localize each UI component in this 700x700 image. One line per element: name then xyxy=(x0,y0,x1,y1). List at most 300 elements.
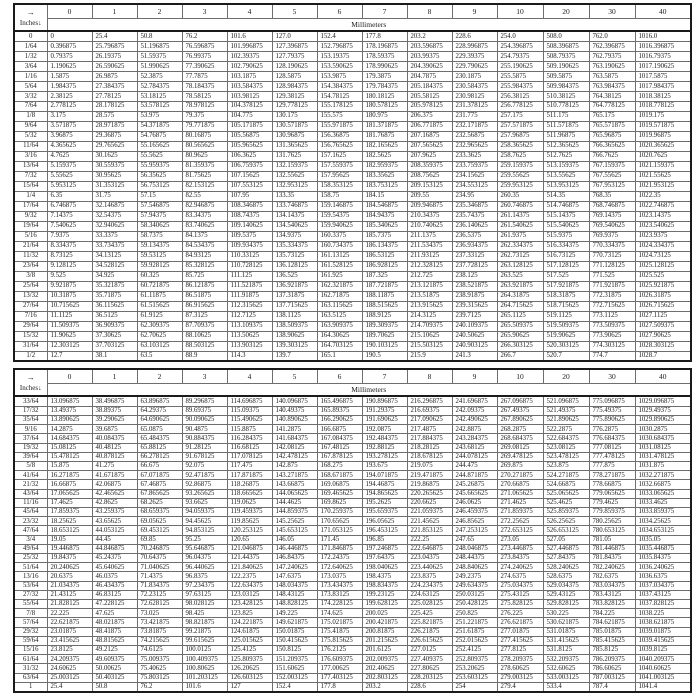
mm-value-cell: 258.365625 xyxy=(497,141,543,151)
mm-value-cell: 117.871875 xyxy=(227,471,272,480)
mm-value-cell: 773.509375 xyxy=(589,321,635,331)
table-row xyxy=(14,71,691,81)
mm-value-cell: 175.41875 xyxy=(317,627,362,636)
mm-value-cell: 94.853125 xyxy=(182,526,227,535)
mm-value-cell: 75.40625 xyxy=(137,664,182,673)
mm-value-cell: 208.75625 xyxy=(407,171,452,181)
table-row xyxy=(14,507,691,516)
mm-value-cell: 228.6 xyxy=(452,31,497,41)
mm-value-cell: 30.559375 xyxy=(92,161,137,171)
mm-value-cell: 101.6 xyxy=(182,682,227,692)
mm-value-cell: 130.571875 xyxy=(272,121,317,131)
mm-value-cell: 18.653125 xyxy=(47,526,92,535)
mm-value-cell: 98.821875 xyxy=(182,618,227,627)
mm-value-cell: 1041.4 xyxy=(635,682,691,692)
mm-value-cell: 10.715625 xyxy=(47,301,92,311)
mm-value-cell: 87.709375 xyxy=(182,321,227,331)
mm-value-cell: 115.490625 xyxy=(227,415,272,424)
mm-value-cell: 236.5375 xyxy=(452,231,497,241)
mm-value-cell: 73.421875 xyxy=(137,618,182,627)
mm-value-cell: 89.296875 xyxy=(182,396,227,406)
mm-value-cell: 132.159375 xyxy=(272,161,317,171)
mm-value-cell: 203.99375 xyxy=(407,51,452,61)
mm-value-cell: 140.49375 xyxy=(272,406,317,415)
mm-value-cell: 209.946875 xyxy=(407,201,452,211)
mm-value-cell: 73.81875 xyxy=(137,627,182,636)
mm-value-cell: 137.31875 xyxy=(272,291,317,301)
mm-value-cell: 771.128125 xyxy=(589,261,635,271)
mm-value-cell: 94.059375 xyxy=(182,507,227,516)
mm-value-cell: 771.525 xyxy=(589,271,635,281)
mm-value-cell: 222.646875 xyxy=(407,544,452,553)
mm-value-cell: 88.503125 xyxy=(182,341,227,351)
mm-value-cell: 25.796875 xyxy=(92,41,137,51)
mm-value-cell: 256.778125 xyxy=(497,101,543,111)
mm-value-cell: 527.84375 xyxy=(543,553,589,562)
mm-value-cell: 211.93125 xyxy=(407,251,452,261)
mm-value-cell: 34.925 xyxy=(92,271,137,281)
mm-value-cell: 221.059375 xyxy=(407,507,452,516)
mm-value-cell: 70.246875 xyxy=(137,544,182,553)
mm-value-cell: 1037.828125 xyxy=(635,599,691,608)
mm-value-cell: 25.4 xyxy=(92,31,137,41)
mm-value-cell: 11.1125 xyxy=(47,311,92,321)
mm-value-cell: 782.6375 xyxy=(589,572,635,581)
mm-value-cell: 125.809375 xyxy=(227,655,272,664)
table-row xyxy=(14,201,691,211)
mm-value-cell: 115.8875 xyxy=(227,425,272,434)
mm-value-cell: 64.690625 xyxy=(137,415,182,424)
mm-value-cell: 231.775 xyxy=(452,111,497,121)
row-fraction-label: 29/32 xyxy=(14,627,47,636)
mm-value-cell: 202.009375 xyxy=(362,655,407,664)
mm-value-cell: 165.496875 xyxy=(317,396,362,406)
mm-value-cell: 241.696875 xyxy=(452,396,497,406)
mm-value-cell: 155.971875 xyxy=(317,121,362,131)
table-row xyxy=(14,351,691,361)
mm-value-cell: 1021.55625 xyxy=(635,171,691,181)
mm-value-cell: 277.415625 xyxy=(497,636,543,645)
row-fraction-label: 1/4 xyxy=(14,191,47,201)
mm-value-cell: 257.96875 xyxy=(497,131,543,141)
table-row xyxy=(14,425,691,434)
mm-value-cell: 1016.396875 xyxy=(635,41,691,51)
mm-value-cell: 271.4625 xyxy=(497,498,543,507)
mm-value-cell: 515.9375 xyxy=(543,231,589,241)
mm-value-cell: 4.365625 xyxy=(47,141,92,151)
row-fraction-label: 23/32 xyxy=(14,517,47,526)
mm-value-cell: 779.859375 xyxy=(589,507,635,516)
mm-value-cell: 204.390625 xyxy=(407,61,452,71)
mm-value-cell: 259.55625 xyxy=(497,171,543,181)
mm-value-cell: 528.6375 xyxy=(543,572,589,581)
mm-value-cell: 6.746875 xyxy=(47,201,92,211)
mm-value-cell: 195.2625 xyxy=(362,498,407,507)
mm-value-cell: 205.978125 xyxy=(407,101,452,111)
mm-value-cell: 109.5375 xyxy=(227,231,272,241)
mm-value-cell: 511.96875 xyxy=(543,131,589,141)
mm-value-cell: 521.49375 xyxy=(543,406,589,415)
mm-value-cell: 251.61875 xyxy=(452,627,497,636)
mm-value-cell: 221.853125 xyxy=(407,526,452,535)
table-row xyxy=(14,517,691,526)
mm-value-cell: 206.375 xyxy=(407,111,452,121)
mm-value-cell: 250.428125 xyxy=(452,599,497,608)
mm-value-cell: 234.553125 xyxy=(452,181,497,191)
row-fraction-label: 43/64 xyxy=(14,489,47,498)
mm-value-cell: 779.065625 xyxy=(589,489,635,498)
mm-value-cell: 10.31875 xyxy=(47,291,92,301)
mm-value-cell: 26.9875 xyxy=(92,71,137,81)
row-fraction-label: 37/64 xyxy=(14,434,47,443)
table-row xyxy=(14,281,691,291)
mm-value-cell: 105.965625 xyxy=(227,141,272,151)
mm-value-cell: 125.015625 xyxy=(227,636,272,645)
mm-value-cell: 184.546875 xyxy=(362,201,407,211)
table-row xyxy=(14,682,691,692)
mm-value-cell: 260.746875 xyxy=(497,201,543,211)
mm-value-cell: 1026.715625 xyxy=(635,301,691,311)
mm-value-cell: 516.334375 xyxy=(543,241,589,251)
inch-column-header: 3 xyxy=(182,369,227,384)
mm-value-cell: 1017.5875 xyxy=(635,71,691,81)
mm-value-cell: 266.303125 xyxy=(497,341,543,351)
mm-value-cell: 64.29375 xyxy=(137,406,182,415)
mm-value-cell: 1018.38125 xyxy=(635,91,691,101)
mm-value-cell: 254.396875 xyxy=(497,41,543,51)
mm-value-cell: 177.403125 xyxy=(317,673,362,682)
row-fraction-label: 15/64 xyxy=(14,181,47,191)
mm-value-cell: 85.328125 xyxy=(182,261,227,271)
table-row xyxy=(14,535,691,544)
mm-value-cell: 196.453125 xyxy=(362,526,407,535)
mm-value-cell: 161.13125 xyxy=(317,251,362,261)
row-fraction-label: 49/64 xyxy=(14,544,47,553)
mm-value-cell: 151.60625 xyxy=(272,664,317,673)
mm-value-cell: 234.15625 xyxy=(452,171,497,181)
mm-value-cell: 216.69375 xyxy=(407,406,452,415)
mm-value-cell: 213.121875 xyxy=(407,281,452,291)
row-fraction-label: 25/64 xyxy=(14,281,47,291)
mm-value-cell: 212.725 xyxy=(407,271,452,281)
mm-value-cell: 138.1125 xyxy=(272,311,317,321)
mm-value-cell: 136.921875 xyxy=(272,281,317,291)
mm-value-cell: 228.996875 xyxy=(452,41,497,51)
mm-value-cell: 99.615625 xyxy=(182,636,227,645)
table-row xyxy=(14,452,691,461)
mm-value-cell: 58.340625 xyxy=(137,221,182,231)
row-fraction-label: 3/64 xyxy=(14,61,47,71)
mm-value-cell: 1026.31875 xyxy=(635,291,691,301)
mm-value-cell: 152.796875 xyxy=(317,41,362,51)
mm-value-cell: 1024.73125 xyxy=(635,251,691,261)
mm-value-cell: 267.890625 xyxy=(497,415,543,424)
mm-value-cell: 233.3625 xyxy=(452,151,497,161)
mm-value-cell: 196.05625 xyxy=(362,517,407,526)
mm-value-cell: 234.95 xyxy=(452,191,497,201)
mm-value-cell: 783.034375 xyxy=(589,581,635,590)
mm-value-cell: 174.228125 xyxy=(317,599,362,608)
mm-value-cell: 52.3875 xyxy=(137,71,182,81)
row-fraction-label: 1/2 xyxy=(14,351,47,361)
mm-value-cell: 248.046875 xyxy=(452,544,497,553)
inch-column-header: 40 xyxy=(635,369,691,384)
mm-value-cell: 103.584375 xyxy=(227,81,272,91)
mm-value-cell: 229.790625 xyxy=(452,61,497,71)
mm-value-cell: 231.378125 xyxy=(452,101,497,111)
mm-value-cell: 170.259375 xyxy=(317,507,362,516)
mm-value-cell: 182.5625 xyxy=(362,151,407,161)
mm-value-cell: 201.215625 xyxy=(362,636,407,645)
mm-value-cell: 531.415625 xyxy=(543,636,589,645)
mm-value-cell: 168.275 xyxy=(317,461,362,470)
mm-value-cell: 171.846875 xyxy=(317,544,362,553)
mm-value-cell: 84.1375 xyxy=(182,231,227,241)
mm-value-cell: 100.0125 xyxy=(182,645,227,654)
mm-value-cell: 228.203125 xyxy=(407,673,452,682)
mm-value-cell: 150.8125 xyxy=(272,645,317,654)
mm-value-cell: 93.265625 xyxy=(182,489,227,498)
row-fraction-label: 55/64 xyxy=(14,599,47,608)
mm-value-cell: 152.4 xyxy=(317,31,362,41)
mm-value-cell: 133.746875 xyxy=(272,201,317,211)
mm-value-cell: 770.73125 xyxy=(589,251,635,261)
mm-value-cell: 526.25625 xyxy=(543,517,589,526)
mm-value-cell: 32.146875 xyxy=(92,201,137,211)
mm-value-cell: 57.15 xyxy=(137,191,182,201)
mm-value-cell: 86.51875 xyxy=(182,291,227,301)
mm-value-cell: 156.765625 xyxy=(317,141,362,151)
mm-value-cell: 163.909375 xyxy=(317,321,362,331)
inch-column-header: 1 xyxy=(92,4,137,19)
mm-value-cell: 1.984375 xyxy=(47,81,92,91)
mm-value-cell: 61.9125 xyxy=(137,311,182,321)
row-fraction-label: 1/32 xyxy=(14,51,47,61)
mm-value-cell: 34.528125 xyxy=(92,261,137,271)
mm-value-cell: 147.6375 xyxy=(272,572,317,581)
mm-value-cell: 203.2 xyxy=(407,31,452,41)
mm-value-cell: 242.490625 xyxy=(452,415,497,424)
row-fraction-label: 3/16 xyxy=(14,151,47,161)
mm-value-cell: 15.478125 xyxy=(47,452,92,461)
mm-value-cell: 185.7375 xyxy=(362,231,407,241)
mm-value-cell: 36.5125 xyxy=(92,311,137,321)
mm-value-cell: 189.309375 xyxy=(362,321,407,331)
mm-value-cell: 230.98125 xyxy=(452,91,497,101)
mm-value-cell: 217.090625 xyxy=(407,415,452,424)
inch-column-header: 20 xyxy=(543,369,589,384)
mm-value-cell: 786.60625 xyxy=(589,664,635,673)
mm-value-cell: 157.1625 xyxy=(317,151,362,161)
mm-value-cell: 202.803125 xyxy=(362,673,407,682)
mm-value-cell: 78.184375 xyxy=(182,81,227,91)
mm-value-cell: 46.434375 xyxy=(92,581,137,590)
mm-value-cell: 529.828125 xyxy=(543,599,589,608)
table-corner-cell xyxy=(14,4,47,31)
mm-value-cell: 69.85 xyxy=(137,535,182,544)
mm-value-cell: 127 xyxy=(227,682,272,692)
row-fraction-label: 3/32 xyxy=(14,91,47,101)
table-row xyxy=(14,211,691,221)
mm-value-cell: 46.83125 xyxy=(92,590,137,599)
mm-value-cell: 152.4 xyxy=(272,682,317,692)
mm-value-cell: 123.03125 xyxy=(227,590,272,599)
mm-value-cell: 192.484375 xyxy=(362,434,407,443)
mm-value-cell: 108.74375 xyxy=(227,211,272,221)
mm-value-cell: 91.28125 xyxy=(182,443,227,452)
row-fraction-label: 31/64 xyxy=(14,341,47,351)
mm-value-cell: 1023.14375 xyxy=(635,211,691,221)
mm-value-cell: 531.01875 xyxy=(543,627,589,636)
row-fraction-label: 35/64 xyxy=(14,415,47,424)
mm-value-cell: 172.24375 xyxy=(317,553,362,562)
mm-value-cell: 126.20625 xyxy=(227,664,272,673)
table-row xyxy=(14,526,691,535)
mm-value-cell: 276.225 xyxy=(497,609,543,618)
mm-value-cell: 250.825 xyxy=(452,609,497,618)
mm-value-cell: 53.578125 xyxy=(137,101,182,111)
mm-value-cell: 238.125 xyxy=(452,271,497,281)
mm-value-cell: 48.021875 xyxy=(92,618,137,627)
mm-value-cell: 520.7 xyxy=(543,351,589,361)
mm-value-cell: 110.728125 xyxy=(227,261,272,271)
mm-value-cell: 7.540625 xyxy=(47,221,92,231)
mm-value-cell: 45.640625 xyxy=(92,563,137,572)
mm-value-cell: 161.528125 xyxy=(317,261,362,271)
inches-down-label: Inches↓ xyxy=(19,383,42,392)
mm-value-cell: 532.209375 xyxy=(543,655,589,664)
mm-value-cell: 127.0 xyxy=(272,31,317,41)
mm-value-cell: 66.278125 xyxy=(137,452,182,461)
right-arrow-icon: → xyxy=(26,7,35,17)
mm-value-cell: 19.05 xyxy=(47,535,92,544)
mm-value-cell: 1028.7 xyxy=(635,351,691,361)
mm-value-cell: 159.940625 xyxy=(317,221,362,231)
table-row xyxy=(14,480,691,489)
mm-value-cell: 51.196875 xyxy=(137,41,182,51)
table-row xyxy=(14,101,691,111)
mm-value-cell: 766.365625 xyxy=(589,141,635,151)
mm-value-cell: 762.396875 xyxy=(589,41,635,51)
mm-value-cell: 787.003125 xyxy=(589,673,635,682)
mm-value-cell: 149.621875 xyxy=(272,618,317,627)
mm-value-cell: 141.684375 xyxy=(272,434,317,443)
mm-value-cell: 173.83125 xyxy=(317,590,362,599)
mm-value-cell: 37.30625 xyxy=(92,331,137,341)
mm-value-cell: 197.64375 xyxy=(362,553,407,562)
mm-value-cell: 177.8 xyxy=(317,682,362,692)
inch-column-header: 20 xyxy=(543,4,589,19)
mm-value-cell: 190.896875 xyxy=(362,396,407,406)
mm-value-cell: 524.66875 xyxy=(543,480,589,489)
table-row xyxy=(14,181,691,191)
mm-value-cell: 767.159375 xyxy=(589,161,635,171)
mm-value-cell: 764.38125 xyxy=(589,91,635,101)
mm-value-cell: 1016.79375 xyxy=(635,51,691,61)
mm-value-cell: 227.80625 xyxy=(407,664,452,673)
row-fraction-label: 9/16 xyxy=(14,425,47,434)
mm-value-cell: 127.396875 xyxy=(272,41,317,51)
mm-value-cell: 21.828125 xyxy=(47,599,92,608)
table-row xyxy=(14,51,691,61)
mm-value-cell: 172.640625 xyxy=(317,563,362,572)
millimeters-header: Millimeters xyxy=(47,384,691,397)
mm-value-cell: 141.2875 xyxy=(272,425,317,434)
table-row xyxy=(14,61,691,71)
mm-value-cell: 102.790625 xyxy=(227,61,272,71)
mm-value-cell: 247.253125 xyxy=(452,526,497,535)
mm-value-cell: 75.803125 xyxy=(137,673,182,682)
mm-value-cell: 516.73125 xyxy=(543,251,589,261)
row-fraction-label: 61/64 xyxy=(14,655,47,664)
mm-value-cell: 235.346875 xyxy=(452,201,497,211)
mm-value-cell: 218.28125 xyxy=(407,443,452,452)
mm-value-cell: 130.96875 xyxy=(272,131,317,141)
mm-value-cell: 1035.05 xyxy=(635,535,691,544)
mm-value-cell: 160.3375 xyxy=(317,231,362,241)
mm-value-cell: 1040.60625 xyxy=(635,664,691,673)
mm-value-cell: 42.8625 xyxy=(92,498,137,507)
mm-value-cell: 769.14375 xyxy=(589,211,635,221)
mm-value-cell: 60.325 xyxy=(137,271,182,281)
mm-value-cell: 785.01875 xyxy=(589,627,635,636)
row-fraction-label: 11/32 xyxy=(14,251,47,261)
row-fraction-label: 5/16 xyxy=(14,231,47,241)
mm-value-cell: 78.978125 xyxy=(182,101,227,111)
mm-value-cell: 176.2125 xyxy=(317,645,362,654)
mm-value-cell: 782.240625 xyxy=(589,563,635,572)
mm-value-cell: 229.39375 xyxy=(452,51,497,61)
mm-value-cell: 113.109375 xyxy=(227,321,272,331)
table-row xyxy=(14,151,691,161)
mm-value-cell: 224.234375 xyxy=(407,581,452,590)
table-row xyxy=(14,434,691,443)
mm-value-cell: 241.3 xyxy=(452,351,497,361)
mm-value-cell: 173.434375 xyxy=(317,581,362,590)
mm-value-cell: 227.409375 xyxy=(407,655,452,664)
mm-value-cell: 265.90625 xyxy=(497,331,543,341)
mm-value-cell: 188.11875 xyxy=(362,291,407,301)
mm-value-cell: 35.71875 xyxy=(92,291,137,301)
mm-value-cell: 162.321875 xyxy=(317,281,362,291)
mm-value-cell: 177.00625 xyxy=(317,664,362,673)
table-row xyxy=(14,590,691,599)
mm-value-cell: 208.359375 xyxy=(407,161,452,171)
mm-value-cell: 101.996875 xyxy=(227,41,272,51)
mm-value-cell: 40.48125 xyxy=(92,443,137,452)
mm-value-cell: 119.459375 xyxy=(227,507,272,516)
row-fraction-label: 33/64 xyxy=(14,396,47,406)
mm-value-cell: 513.159375 xyxy=(543,161,589,171)
mm-value-cell: 155.575 xyxy=(317,111,362,121)
mm-value-cell: 264.715625 xyxy=(497,301,543,311)
row-fraction-label: 17/32 xyxy=(14,406,47,415)
mm-value-cell: 41.671875 xyxy=(92,471,137,480)
mm-value-cell: 203.596875 xyxy=(407,41,452,51)
right-arrow-icon: → xyxy=(26,372,35,382)
mm-value-cell: 207.9625 xyxy=(407,151,452,161)
mm-value-cell: 21.43125 xyxy=(47,590,92,599)
mm-value-cell: 44.053125 xyxy=(92,526,137,535)
mm-value-cell: 1029.890625 xyxy=(635,415,691,424)
mm-value-cell: 179.784375 xyxy=(362,81,407,91)
mm-value-cell: 521.890625 xyxy=(543,415,589,424)
mm-value-cell: 202.40625 xyxy=(362,664,407,673)
mm-value-cell: 263.128125 xyxy=(497,261,543,271)
mm-value-cell: 781.446875 xyxy=(589,544,635,553)
mm-value-cell: 120.253125 xyxy=(227,526,272,535)
inch-column-header: 0 xyxy=(47,4,92,19)
